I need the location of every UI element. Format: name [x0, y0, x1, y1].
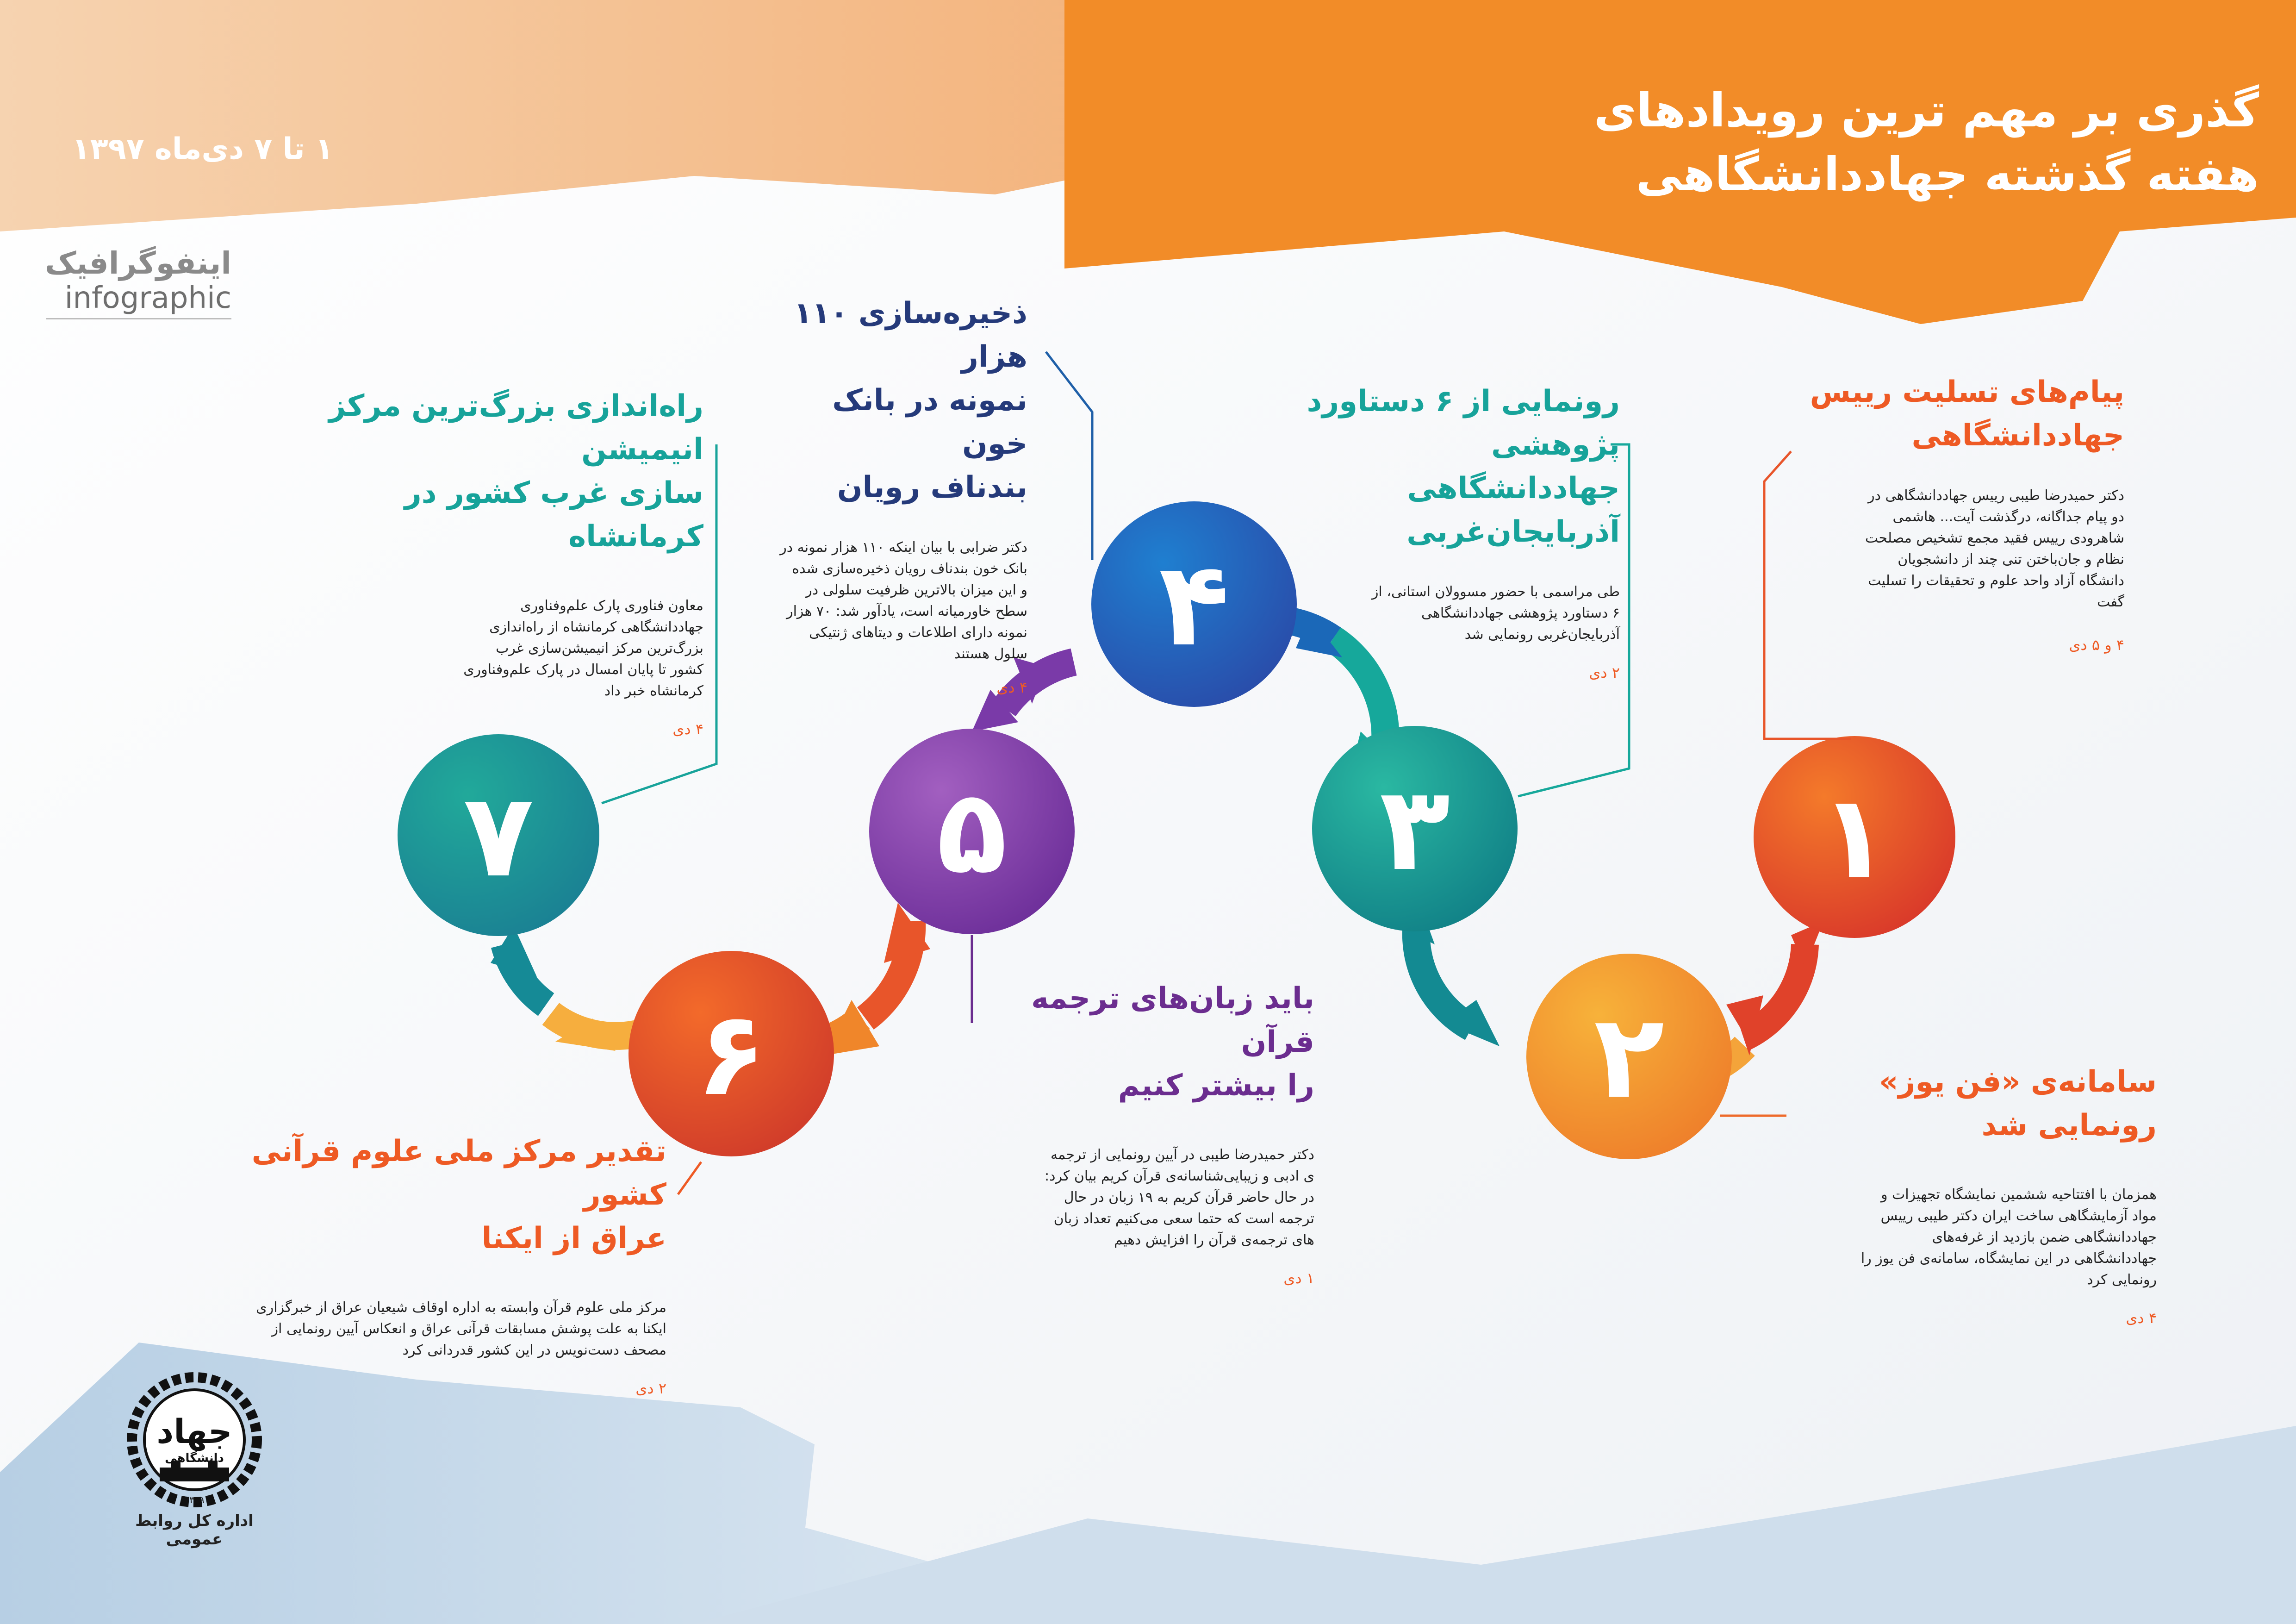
brand-label-fa: اینفوگرافیک — [44, 245, 231, 281]
event-5-body — [981, 1144, 1314, 1251]
event-6-body — [185, 1297, 666, 1361]
event-2-body-line: جهاددانشگاهی ضمن بازدید از غرفه‌های — [1932, 1229, 2157, 1245]
event-7-body-line: جهاددانشگاهی کرمانشاه از راه‌اندازی — [489, 619, 703, 635]
event-7-title — [259, 384, 703, 558]
event-1-number: ۱ — [1819, 769, 1890, 905]
event-7-body-line: کشور تا پایان امسال در پارک علم‌وفناوری — [463, 662, 703, 678]
event-1-body-line: شاهرودی رییس فقید مجمع تشخیص مصلحت — [1865, 530, 2124, 546]
event-2-body-line: مواد آزمایشگاهی ساخت ایران دکتر طیبی رییس — [1880, 1208, 2157, 1224]
event-6-body-line: مرکز ملی علوم قرآن وابسته به اداره اوقاف شیعیان عراق از خبرگزاری — [256, 1299, 666, 1316]
event-4-body-line: دکتر ضرابی با بیان اینکه ۱۱۰ هزار نمونه در — [780, 539, 1027, 556]
event-2 — [1786, 1060, 2157, 1327]
event-6-title-line-2: عراق از ایکنا — [481, 1221, 666, 1255]
event-6-badge[interactable] — [628, 951, 834, 1156]
brand-label — [46, 245, 231, 319]
logo-caption: اداره کل روابط عمومی — [135, 1512, 254, 1549]
event-5-body-line: ی ادبی و زیبایی‌شناسانه‌ی قرآن کریم بیان کرد: — [1045, 1168, 1314, 1184]
event-4-date: ۴ دی — [996, 679, 1027, 696]
event-1-body-line: نظام و جان‌باختن تنی چند از دانشجویان — [1898, 551, 2124, 568]
logo-word: جهاد — [156, 1412, 232, 1451]
event-4 — [759, 292, 1027, 696]
logo-subword: دانشگاهی — [165, 1451, 224, 1465]
event-7 — [259, 384, 703, 738]
event-1-title-line-2: جهاددانشگاهی — [1911, 418, 2124, 453]
event-3-badge[interactable] — [1312, 726, 1518, 931]
event-2-body-line: همزمان با افتتاحیه ششمین نمایشگاه تجهیزات و — [1881, 1187, 2157, 1203]
event-5-badge[interactable] — [869, 729, 1075, 934]
date-range: ۱ تا ۷ دی‌ماه ۱۳۹۷ — [72, 132, 333, 166]
event-2-body-line: جهاددانشگاهی در این نمایشگاه، سامانه‌ی فن یوز را — [1860, 1250, 2157, 1267]
event-2-title — [1879, 1060, 2157, 1147]
event-4-body-line: و این میزان بالاترین ظرفیت سلولی در — [805, 582, 1027, 598]
event-7-number: ۷ — [463, 768, 534, 903]
logo-year: ۱۳۵۹ — [184, 1494, 205, 1505]
event-6-body-line: مصحف دست‌نویس در این کشور قدردانی کرد — [402, 1342, 666, 1358]
event-2-title-line-2: رونمایی شد — [1981, 1108, 2157, 1143]
event-7-badge[interactable] — [398, 734, 599, 936]
event-5 — [972, 977, 1314, 1287]
event-4-body-line: سطح خاورمیانه است، یادآور شد: ۷۰ هزار — [786, 603, 1027, 619]
event-1-body-line: دکتر حمیدرضا طیبی رییس جهاددانشگاهی در — [1868, 487, 2124, 504]
event-3 — [1213, 380, 1620, 681]
event-5-number: ۵ — [936, 764, 1008, 899]
event-4-number: ۴ — [1158, 537, 1230, 672]
event-3-date: ۲ دی — [1589, 664, 1620, 681]
event-1 — [1773, 370, 2124, 654]
event-3-body-line: آذربایجان‌غربی رونمایی شد — [1464, 626, 1620, 643]
event-7-body-line: معاون فناوری پارک علم‌وفناوری — [520, 598, 703, 614]
event-4-title-line-3: بندناف رویان — [837, 470, 1027, 505]
event-2-title-line-1: سامانه‌ی «فن یوز» — [1879, 1065, 2157, 1099]
event-7-date: ۴ دی — [672, 720, 703, 738]
event-1-body — [1791, 485, 2124, 613]
event-5-title-line-2: را بیشتر کنیم — [1118, 1068, 1314, 1103]
event-6-body-line: ایکنا به علت پوشش مسابقات قرآنی عراق و انعکاس آیین رونمایی از — [271, 1321, 666, 1337]
event-3-body-line: طی مراسمی با حضور مسوولان استانی، از — [1371, 584, 1620, 600]
event-1-title-line-1: پیام‌های تسلیت رییس — [1810, 375, 2124, 409]
event-5-title — [981, 977, 1314, 1107]
event-4-title-line-1: ذخیره‌سازی ۱۱۰ هزار — [794, 296, 1027, 374]
page-title-line-2: هفته گذشته جهاددانشگاهی — [1636, 147, 2259, 201]
event-5-body-line: ترجمه است که حتما سعی می‌کنیم تعداد زبان — [1053, 1211, 1314, 1227]
event-3-number: ۳ — [1379, 761, 1450, 896]
event-5-body-line: های ترجمه‌ی قرآن را افزایش دهیم — [1114, 1232, 1314, 1248]
event-2-badge[interactable] — [1526, 954, 1732, 1159]
event-4-body — [759, 537, 1027, 665]
event-5-body-line: در حال حاضر قرآن کریم به ۱۹ زبان در حال — [1064, 1189, 1314, 1206]
event-5-title-line-1: باید زبان‌های ترجمه قرآن — [1031, 981, 1314, 1059]
event-4-body-line: بانک خون بندناف رویان ذخیره‌سازی شده — [792, 561, 1027, 577]
jahad-logo — [116, 1370, 273, 1549]
event-3-title — [1213, 380, 1620, 554]
event-7-title-line-1: راه‌اندازی بزرگ‌ترین مرکز انیمیشن — [329, 389, 703, 467]
event-5-date: ۱ دی — [1283, 1269, 1314, 1287]
event-3-body — [1213, 581, 1620, 645]
event-4-body-line: سلول هستند — [954, 646, 1027, 662]
event-1-body-line: دانشگاه آزاد واحد علوم و تحقیقات را تسلیت — [1868, 573, 2124, 589]
event-2-number: ۲ — [1593, 989, 1665, 1124]
event-3-body-line: ۶ دستاورد پژوهشی جهاددانشگاهی — [1421, 605, 1620, 621]
event-6-number: ۶ — [696, 986, 767, 1121]
event-4-title-line-2: نمونه در بانک خون — [832, 383, 1027, 461]
event-7-body — [259, 595, 703, 702]
event-6-title — [185, 1130, 666, 1260]
event-6 — [185, 1130, 666, 1397]
event-1-date: ۴ و ۵ دی — [2069, 636, 2124, 654]
event-2-date: ۴ دی — [2126, 1309, 2157, 1327]
event-2-body — [1786, 1184, 2157, 1291]
event-2-body-line: رونمایی کرد — [2087, 1272, 2157, 1288]
event-1-badge[interactable] — [1754, 736, 1955, 938]
event-3-title-line-1: رونمایی از ۶ دستاورد پژوهشی — [1307, 384, 1620, 462]
event-6-date: ۲ دی — [635, 1380, 666, 1397]
event-7-body-line: کرمانشاه خبر داد — [604, 683, 703, 699]
brand-label-en: infographic — [46, 281, 231, 319]
page-title — [1380, 79, 2259, 206]
event-1-title — [1773, 370, 2124, 457]
page-title-line-1: گذری بر مهم ترین رویدادهای — [1594, 83, 2259, 137]
event-7-title-line-2: سازی غرب کشور در کرمانشاه — [404, 476, 703, 554]
event-3-title-line-2: جهاددانشگاهی آذربایجان‌غربی — [1406, 471, 1620, 549]
event-6-title-line-1: تقدیر مرکز ملی علوم قرآنی کشور — [251, 1134, 666, 1212]
event-4-body-line: نمونه دارای اطلاعات و دیتاهای ژنتیکی — [809, 625, 1027, 641]
event-4-title — [759, 292, 1027, 509]
event-1-body-line: دو پیام جداگانه، درگذشت آیت‌... هاشمی — [1892, 509, 2124, 525]
event-1-body-line: گفت — [2097, 594, 2124, 610]
event-5-body-line: دکتر حمیدرضا طیبی در آیین رونمایی از ترجمه — [1050, 1147, 1314, 1163]
event-7-body-line: بزرگ‌ترین مرکز انیمیشن‌سازی غرب — [496, 640, 703, 656]
